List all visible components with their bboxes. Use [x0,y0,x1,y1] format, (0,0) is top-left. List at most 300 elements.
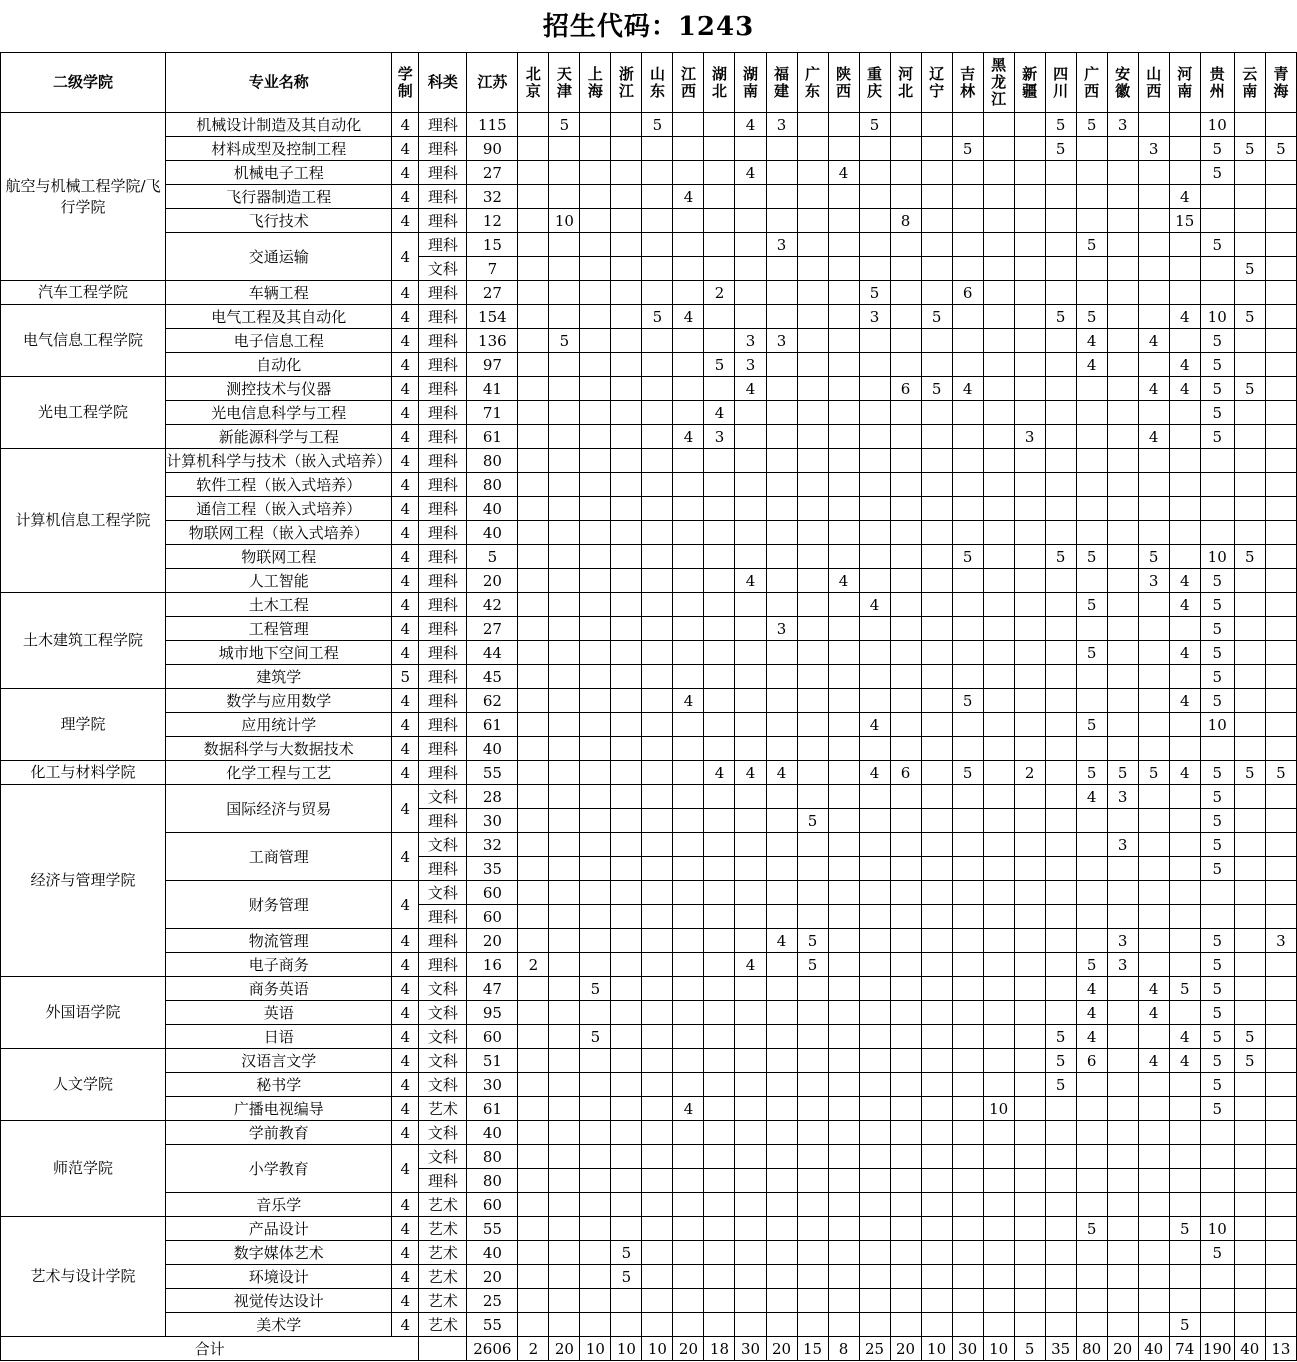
quota-cell [1169,545,1200,569]
quota-cell [518,1121,549,1145]
quota-cell [1014,1145,1045,1169]
quota-cell [1107,521,1138,545]
quota-cell [518,761,549,785]
table-row [1,1001,1297,1025]
table-row [1,833,1297,857]
quota-cell [1045,1001,1076,1025]
quota-cell [1045,665,1076,689]
quota-cell: 4 [1169,1025,1200,1049]
quota-cell [1076,833,1107,857]
table-row [1,497,1297,521]
quota-cell: 5 [1200,1073,1234,1097]
quota-cell [952,1217,983,1241]
quota-cell: 5 [1265,137,1296,161]
quota-cell [704,905,735,929]
quota-cell [1107,977,1138,1001]
quota-cell: 4 [1169,641,1200,665]
quota-cell [1045,737,1076,761]
quota-cell [611,185,642,209]
quota-cell [673,569,704,593]
quota-cell [1014,257,1045,281]
quota-cell [642,209,673,233]
quota-cell [1234,713,1265,737]
header-province: 北 京 [518,53,549,113]
quota-cell [704,161,735,185]
major-name: 电子商务 [166,953,392,977]
college-name: 外国语学院 [1,977,166,1049]
quota-cell: 5 [1200,137,1234,161]
quota-cell [1045,233,1076,257]
quota-cell [1169,617,1200,641]
subject-category: 文科 [419,881,467,905]
quota-cell: 6 [1076,1049,1107,1073]
quota-cell [704,1169,735,1193]
quota-cell [766,1001,797,1025]
quota-cell [921,833,952,857]
quota-cell [611,305,642,329]
header-province: 广 西 [1076,53,1107,113]
quota-jiangsu: 60 [467,1025,518,1049]
quota-cell [1045,1265,1076,1289]
major-name: 交通运输 [166,233,392,281]
college-name: 计算机信息工程学院 [1,449,166,593]
quota-cell [704,689,735,713]
quota-cell [704,1097,735,1121]
quota-cell [549,761,580,785]
quota-cell [1107,377,1138,401]
quota-cell [983,1145,1014,1169]
quota-cell: 5 [1234,1025,1265,1049]
quota-cell [828,1025,859,1049]
program-years: 4 [392,185,419,209]
quota-cell [890,521,921,545]
quota-cell [797,497,828,521]
quota-cell [1169,1193,1200,1217]
quota-cell [1014,1025,1045,1049]
quota-cell [890,1145,921,1169]
quota-cell [952,1001,983,1025]
quota-cell [1076,1289,1107,1313]
quota-cell [859,1097,890,1121]
quota-cell [1107,137,1138,161]
quota-cell [1265,161,1296,185]
quota-cell [1045,257,1076,281]
quota-cell [580,569,611,593]
quota-cell [890,1001,921,1025]
quota-cell [1265,449,1296,473]
quota-cell [549,881,580,905]
quota-cell [859,329,890,353]
quota-jiangsu: 90 [467,137,518,161]
total-cell: 10 [921,1337,952,1361]
quota-cell: 3 [1107,953,1138,977]
quota-cell [1076,665,1107,689]
quota-cell: 10 [1200,1217,1234,1241]
quota-cell [952,737,983,761]
total-cell: 30 [952,1337,983,1361]
quota-cell [1107,1265,1138,1289]
quota-cell [921,113,952,137]
quota-cell [735,689,766,713]
quota-cell: 5 [1076,1217,1107,1241]
header-years: 学制 [392,53,419,113]
quota-cell [1234,737,1265,761]
quota-cell [890,545,921,569]
quota-cell [952,161,983,185]
quota-cell [828,1121,859,1145]
quota-cell [735,1121,766,1145]
quota-cell [580,1217,611,1241]
quota-cell [983,857,1014,881]
subject-category: 理科 [419,185,467,209]
quota-cell: 5 [1138,545,1169,569]
quota-cell [518,473,549,497]
quota-cell [735,1025,766,1049]
quota-cell: 5 [859,113,890,137]
quota-cell [1014,521,1045,545]
quota-cell: 4 [828,569,859,593]
quota-cell [518,785,549,809]
quota-cell [921,641,952,665]
table-row [1,1049,1297,1073]
quota-cell [611,401,642,425]
subject-category: 艺术 [419,1265,467,1289]
quota-cell [704,209,735,233]
quota-cell [890,1289,921,1313]
total-jiangsu: 2606 [467,1337,518,1361]
quota-cell [1200,473,1234,497]
quota-cell [1045,905,1076,929]
quota-cell [1107,1073,1138,1097]
quota-cell [890,233,921,257]
quota-cell [704,1217,735,1241]
quota-cell [952,497,983,521]
quota-cell [1200,497,1234,521]
quota-cell [1076,1073,1107,1097]
quota-cell [1107,233,1138,257]
quota-cell [766,161,797,185]
quota-cell: 3 [1014,425,1045,449]
program-years: 4 [392,353,419,377]
quota-cell [828,1241,859,1265]
quota-cell [859,617,890,641]
quota-cell [797,329,828,353]
quota-cell [735,1313,766,1337]
quota-jiangsu: 80 [467,473,518,497]
quota-cell [1107,905,1138,929]
quota-cell [704,593,735,617]
quota-cell [828,137,859,161]
subject-category: 理科 [419,929,467,953]
quota-cell [921,1217,952,1241]
table-row [1,1073,1297,1097]
quota-cell: 5 [1076,761,1107,785]
quota-cell [518,377,549,401]
program-years: 4 [392,1097,419,1121]
quota-cell [890,185,921,209]
quota-cell [580,425,611,449]
quota-cell [1076,1097,1107,1121]
program-years: 4 [392,929,419,953]
quota-cell: 4 [1076,329,1107,353]
quota-cell [735,1265,766,1289]
quota-cell [983,977,1014,1001]
college-name: 化工与材料学院 [1,761,166,785]
quota-cell [735,1241,766,1265]
quota-cell [549,1001,580,1025]
quota-cell [518,1241,549,1265]
quota-cell [735,185,766,209]
quota-cell [1169,1241,1200,1265]
quota-cell [549,401,580,425]
quota-cell [766,857,797,881]
program-years: 4 [392,1289,419,1313]
quota-cell [642,641,673,665]
table-row [1,281,1297,305]
quota-jiangsu: 55 [467,761,518,785]
quota-cell [921,137,952,161]
quota-cell [611,665,642,689]
college-name: 经济与管理学院 [1,785,166,977]
quota-cell [952,425,983,449]
header-province: 贵 州 [1200,53,1234,113]
quota-cell [797,737,828,761]
quota-cell [1045,833,1076,857]
quota-cell [642,881,673,905]
quota-cell [1014,137,1045,161]
quota-cell [1138,233,1169,257]
quota-cell: 3 [1107,785,1138,809]
quota-cell [518,881,549,905]
quota-cell [673,1217,704,1241]
quota-cell [735,233,766,257]
quota-cell [642,761,673,785]
quota-cell [766,809,797,833]
quota-cell: 5 [1200,761,1234,785]
quota-cell [1265,905,1296,929]
quota-cell [1014,545,1045,569]
quota-cell [549,617,580,641]
quota-cell [921,1121,952,1145]
quota-cell [766,137,797,161]
quota-cell [1107,1193,1138,1217]
quota-cell [518,353,549,377]
quota-cell [797,569,828,593]
quota-cell: 5 [1200,617,1234,641]
quota-cell [952,857,983,881]
quota-cell: 5 [1234,257,1265,281]
quota-cell [735,1073,766,1097]
quota-cell [1169,857,1200,881]
quota-cell [797,161,828,185]
table-row [1,953,1297,977]
quota-cell [1014,233,1045,257]
quota-cell [1234,521,1265,545]
major-name: 车辆工程 [166,281,392,305]
quota-cell [890,809,921,833]
program-years: 4 [392,737,419,761]
quota-cell: 5 [1045,545,1076,569]
quota-cell [1045,761,1076,785]
quota-cell [1107,593,1138,617]
quota-cell [1234,857,1265,881]
quota-cell [1045,809,1076,833]
major-name: 商务英语 [166,977,392,1001]
header-province: 上 海 [580,53,611,113]
quota-cell [1234,1073,1265,1097]
quota-cell [859,353,890,377]
college-name: 航空与机械工程学院/飞行学院 [1,113,166,281]
quota-cell [859,857,890,881]
total-cell: 30 [735,1337,766,1361]
quota-cell [983,1289,1014,1313]
quota-cell [518,857,549,881]
quota-cell [580,1241,611,1265]
quota-cell: 6 [952,281,983,305]
quota-cell [828,689,859,713]
quota-cell [611,425,642,449]
quota-cell: 5 [1076,593,1107,617]
quota-cell [766,593,797,617]
quota-cell [766,377,797,401]
quota-cell [549,233,580,257]
total-cell: 25 [859,1337,890,1361]
quota-cell [890,929,921,953]
quota-cell [766,1193,797,1217]
major-name: 工程管理 [166,617,392,641]
quota-cell [735,257,766,281]
quota-cell [518,161,549,185]
quota-cell: 3 [1107,929,1138,953]
quota-cell [983,905,1014,929]
subject-category: 理科 [419,665,467,689]
quota-cell [549,905,580,929]
quota-jiangsu: 45 [467,665,518,689]
quota-cell [890,905,921,929]
quota-cell [1234,353,1265,377]
quota-cell [952,569,983,593]
quota-cell [828,425,859,449]
quota-cell [1169,1121,1200,1145]
quota-cell [983,1121,1014,1145]
quota-cell [1014,905,1045,929]
quota-cell [518,593,549,617]
quota-cell [859,1313,890,1337]
quota-cell [797,353,828,377]
quota-cell [797,1265,828,1289]
quota-jiangsu: 115 [467,113,518,137]
quota-cell: 5 [611,1265,642,1289]
quota-cell [890,329,921,353]
subject-category: 文科 [419,1121,467,1145]
total-cell: 10 [580,1337,611,1361]
quota-cell [611,929,642,953]
quota-cell [1234,1265,1265,1289]
quota-cell [1138,737,1169,761]
quota-cell [518,401,549,425]
quota-cell [704,257,735,281]
quota-cell [518,113,549,137]
quota-cell [1200,281,1234,305]
quota-cell [797,209,828,233]
quota-jiangsu: 95 [467,1001,518,1025]
quota-cell: 4 [1138,1001,1169,1025]
quota-cell [1200,737,1234,761]
quota-cell [1045,161,1076,185]
quota-cell: 4 [735,377,766,401]
quota-cell [859,905,890,929]
quota-cell: 4 [673,185,704,209]
quota-cell [1169,929,1200,953]
quota-cell [704,977,735,1001]
quota-cell: 5 [1200,329,1234,353]
quota-cell [549,641,580,665]
quota-cell [1014,1049,1045,1073]
quota-cell [1045,401,1076,425]
quota-jiangsu: 15 [467,233,518,257]
quota-cell [549,497,580,521]
quota-cell [1014,593,1045,617]
quota-cell [1169,809,1200,833]
quota-cell [1107,305,1138,329]
quota-cell [859,977,890,1001]
quota-cell [1265,1073,1296,1097]
major-name: 化学工程与工艺 [166,761,392,785]
quota-cell [1076,905,1107,929]
quota-cell: 5 [1107,761,1138,785]
table-row [1,1313,1297,1337]
quota-cell [735,905,766,929]
quota-cell [580,953,611,977]
quota-cell [828,305,859,329]
table-row [1,665,1297,689]
quota-cell: 5 [1200,665,1234,689]
quota-cell [1169,1265,1200,1289]
quota-cell [1169,1073,1200,1097]
total-cell: 2 [518,1337,549,1361]
quota-cell [797,257,828,281]
quota-cell [1107,545,1138,569]
quota-cell [580,233,611,257]
quota-cell: 3 [704,425,735,449]
quota-cell [1045,1121,1076,1145]
quota-cell [952,257,983,281]
quota-cell [1234,1313,1265,1337]
quota-cell [704,713,735,737]
quota-cell [580,473,611,497]
quota-cell: 4 [673,305,704,329]
quota-cell [952,617,983,641]
quota-cell [1076,737,1107,761]
quota-cell [766,305,797,329]
table-row [1,689,1297,713]
quota-cell [890,113,921,137]
quota-cell [518,1193,549,1217]
quota-cell [859,425,890,449]
quota-cell [921,281,952,305]
quota-cell [1234,1145,1265,1169]
quota-cell [828,1193,859,1217]
subject-category: 文科 [419,1145,467,1169]
quota-cell [704,1073,735,1097]
quota-cell [1014,1169,1045,1193]
college-name: 理学院 [1,689,166,761]
quota-cell: 5 [1045,113,1076,137]
quota-cell [1014,1001,1045,1025]
quota-cell [642,1049,673,1073]
quota-cell [1107,473,1138,497]
quota-jiangsu: 80 [467,1169,518,1193]
